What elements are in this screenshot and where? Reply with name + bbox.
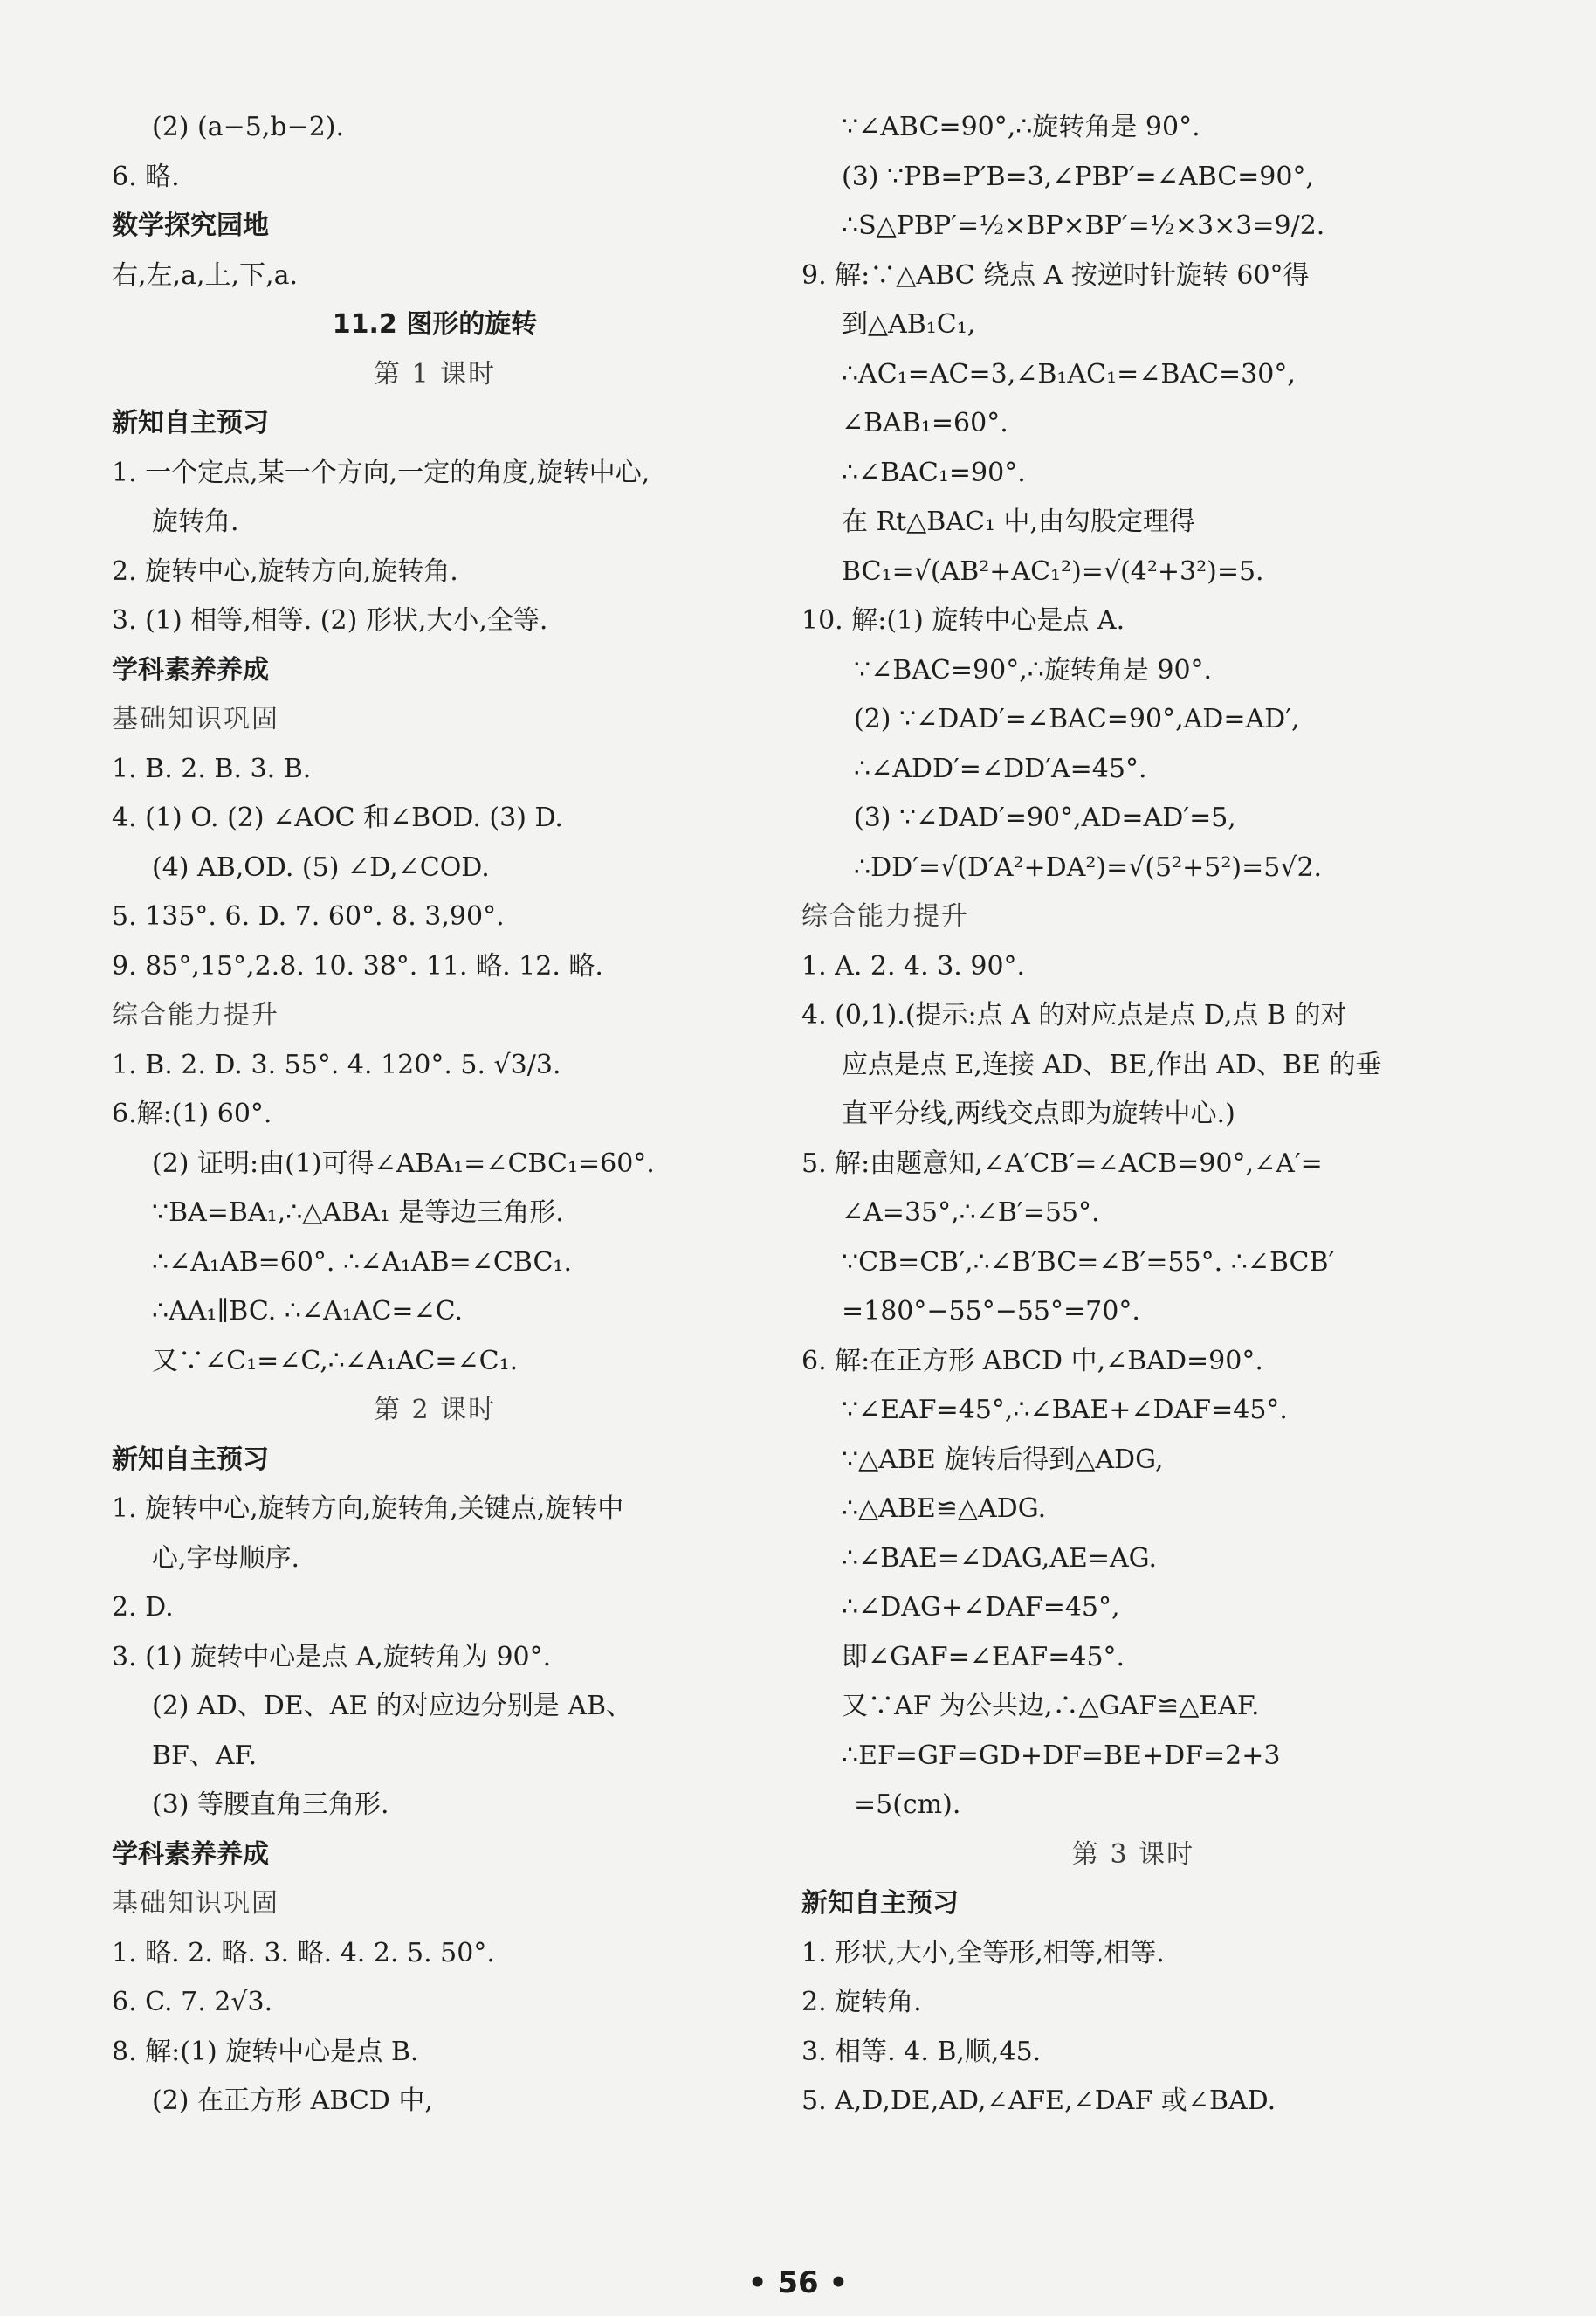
left-column-line: 6.解:(1) 60°. — [112, 1099, 272, 1129]
left-column-line: 数学探究园地 — [112, 210, 269, 241]
page-number: • 56 • — [747, 2265, 849, 2300]
right-column-line: 10. 解:(1) 旋转中心是点 A. — [801, 605, 1125, 636]
left-column-line: 5. 135°. 6. D. 7. 60°. 8. 3,90°. — [112, 901, 505, 932]
left-column-line: ∴∠A₁AB=60°. ∴∠A₁AB=∠CBC₁. — [152, 1246, 572, 1278]
left-column-line: 3. (1) 相等,相等. (2) 形状,大小,全等. — [112, 605, 548, 636]
right-column-line: 在 Rt△BAC₁ 中,由勾股定理得 — [842, 507, 1196, 537]
right-column-line: ∴∠BAE=∠DAG,AE=AG. — [842, 1542, 1158, 1574]
left-column-line: 2. D. — [112, 1592, 174, 1623]
right-column-line: ∵∠EAF=45°,∴∠BAE+∠DAF=45°. — [842, 1395, 1288, 1425]
left-column-line: 1. 略. 2. 略. 3. 略. 4. 2. 5. 50°. — [112, 1937, 495, 1968]
left-column-line: (4) AB,OD. (5) ∠D,∠COD. — [152, 851, 490, 883]
right-column-line: ∴S△PBP′=½×BP×BP′=½×3×3=9/2. — [842, 210, 1325, 241]
right-column-line: BC₁=√(AB²+AC₁²)=√(4²+3²)=5. — [842, 555, 1264, 587]
right-column-line: =5(cm). — [854, 1789, 961, 1820]
left-column-line: 6. C. 7. 2√3. — [112, 1987, 273, 2017]
left-column-line: 右,左,a,上,下,a. — [112, 259, 298, 291]
right-column-line: 6. 解:在正方形 ABCD 中,∠BAD=90°. — [801, 1345, 1263, 1376]
right-column-line: 5. 解:由题意知,∠A′CB′=∠ACB=90°,∠A′= — [801, 1148, 1323, 1179]
right-column-line: 1. A. 2. 4. 3. 90°. — [801, 950, 1026, 982]
right-column-line: ∵∠BAC=90°,∴旋转角是 90°. — [854, 654, 1213, 686]
right-column-line: 1. 形状,大小,全等形,相等,相等. — [801, 1937, 1165, 1968]
left-column-line: 1. B. 2. D. 3. 55°. 4. 120°. 5. √3/3. — [112, 1049, 561, 1080]
left-column-line: (2) AD、DE、AE 的对应边分别是 AB、 — [152, 1691, 633, 1721]
left-column-line: 1. B. 2. B. 3. B. — [112, 753, 312, 784]
left-column-line: 3. (1) 旋转中心是点 A,旋转角为 90°. — [112, 1641, 552, 1672]
left-column-line: (3) 等腰直角三角形. — [152, 1789, 389, 1820]
left-column-line: 1. 一个定点,某一个方向,一定的角度,旋转中心, — [112, 457, 650, 488]
right-column-line: ∠A=35°,∴∠B′=55°. — [842, 1197, 1100, 1228]
left-column-line: 6. 略. — [112, 161, 180, 192]
left-column-line: 1. 旋转中心,旋转方向,旋转角,关键点,旋转中 — [112, 1493, 624, 1524]
left-column-line: 新知自主预习 — [112, 408, 269, 438]
right-column-line: =180°−55°−55°=70°. — [842, 1296, 1140, 1327]
right-column-line: ∴∠DAG+∠DAF=45°, — [842, 1592, 1120, 1623]
left-column-line: 基础知识巩固 — [112, 1888, 279, 1919]
right-column-line: ∴AC₁=AC=3,∠B₁AC₁=∠BAC=30°, — [842, 358, 1296, 389]
right-column-line: ∴∠BAC₁=90°. — [842, 457, 1026, 488]
left-column-line: 第 1 课时 — [373, 358, 497, 389]
right-column-line: ∠BAB₁=60°. — [842, 408, 1008, 438]
left-column-line: 4. (1) O. (2) ∠AOC 和∠BOD. (3) D. — [112, 803, 563, 833]
right-column-line: (3) ∵∠DAD′=90°,AD=AD′=5, — [854, 803, 1236, 833]
right-column-line: 应点是点 E,连接 AD、BE,作出 AD、BE 的垂 — [842, 1049, 1382, 1080]
left-column-line: 学科素养养成 — [112, 654, 269, 686]
left-column-line: 11.2 图形的旋转 — [332, 309, 538, 340]
left-column-line: 心,字母顺序. — [152, 1542, 300, 1574]
left-column-line: 2. 旋转中心,旋转方向,旋转角. — [112, 555, 458, 587]
right-column-line: ∴DD′=√(D′A²+DA²)=√(5²+5²)=5√2. — [854, 851, 1323, 883]
left-column-line: 旋转角. — [152, 507, 239, 537]
left-column-line: (2) 在正方形 ABCD 中, — [152, 2085, 433, 2116]
left-column-line: 新知自主预习 — [112, 1444, 269, 1475]
left-column-line: ∴AA₁∥BC. ∴∠A₁AC=∠C. — [152, 1296, 464, 1327]
left-column-line: 8. 解:(1) 旋转中心是点 B. — [112, 2036, 419, 2067]
left-column-line: 基础知识巩固 — [112, 704, 279, 734]
right-column-line: ∵△ABE 旋转后得到△ADG, — [842, 1444, 1164, 1475]
right-column-line: 5. A,D,DE,AD,∠AFE,∠DAF 或∠BAD. — [801, 2085, 1276, 2116]
left-column-line: (2) 证明:由(1)可得∠ABA₁=∠CBC₁=60°. — [152, 1148, 655, 1179]
right-column-line: 2. 旋转角. — [801, 1987, 922, 2017]
right-column-line: (2) ∵∠DAD′=∠BAC=90°,AD=AD′, — [854, 704, 1300, 734]
right-column-line: 新知自主预习 — [801, 1888, 959, 1919]
right-column-line: 直平分线,两线交点即为旋转中心.) — [842, 1099, 1235, 1129]
right-column — [801, 103, 1465, 2126]
left-column-line: ∵BA=BA₁,∴△ABA₁ 是等边三角形. — [152, 1197, 564, 1228]
left-column-line: 学科素养养成 — [112, 1838, 269, 1870]
right-column-line: 4. (0,1).(提示:点 A 的对应点是点 D,点 B 的对 — [801, 1000, 1347, 1030]
right-column-line: ∵∠ABC=90°,∴旋转角是 90°. — [842, 112, 1200, 142]
left-column-line: 9. 85°,15°,2.8. 10. 38°. 11. 略. 12. 略. — [112, 950, 603, 982]
left-column-line: BF、AF. — [152, 1740, 258, 1771]
left-column — [112, 103, 758, 2126]
right-column-line: (3) ∵PB=P′B=3,∠PBP′=∠ABC=90°, — [842, 161, 1314, 192]
right-column-line: 即∠GAF=∠EAF=45°. — [842, 1641, 1125, 1672]
left-column-line: 又∵∠C₁=∠C,∴∠A₁AC=∠C₁. — [152, 1345, 519, 1376]
right-column-line: 3. 相等. 4. B,顺,45. — [801, 2036, 1042, 2067]
right-column-line: 综合能力提升 — [801, 901, 969, 932]
right-column-line: ∴△ABE≌△ADG. — [842, 1493, 1047, 1524]
left-column-line: 第 2 课时 — [373, 1395, 497, 1425]
right-column-line: 第 3 课时 — [1071, 1838, 1195, 1870]
right-column-line: 又∵AF 为公共边,∴△GAF≌△EAF. — [842, 1691, 1260, 1721]
right-column-line: 到△AB₁C₁, — [842, 309, 976, 340]
right-column-line: 9. 解:∵△ABC 绕点 A 按逆时针旋转 60°得 — [801, 259, 1310, 291]
left-column-line: (2) (a−5,b−2). — [152, 112, 345, 142]
left-column-line: 综合能力提升 — [112, 1000, 279, 1030]
right-column-line: ∵CB=CB′,∴∠B′BC=∠B′=55°. ∴∠BCB′ — [842, 1246, 1335, 1278]
right-column-line: ∴∠ADD′=∠DD′A=45°. — [854, 753, 1147, 784]
right-column-line: ∴EF=GF=GD+DF=BE+DF=2+3 — [842, 1740, 1281, 1771]
